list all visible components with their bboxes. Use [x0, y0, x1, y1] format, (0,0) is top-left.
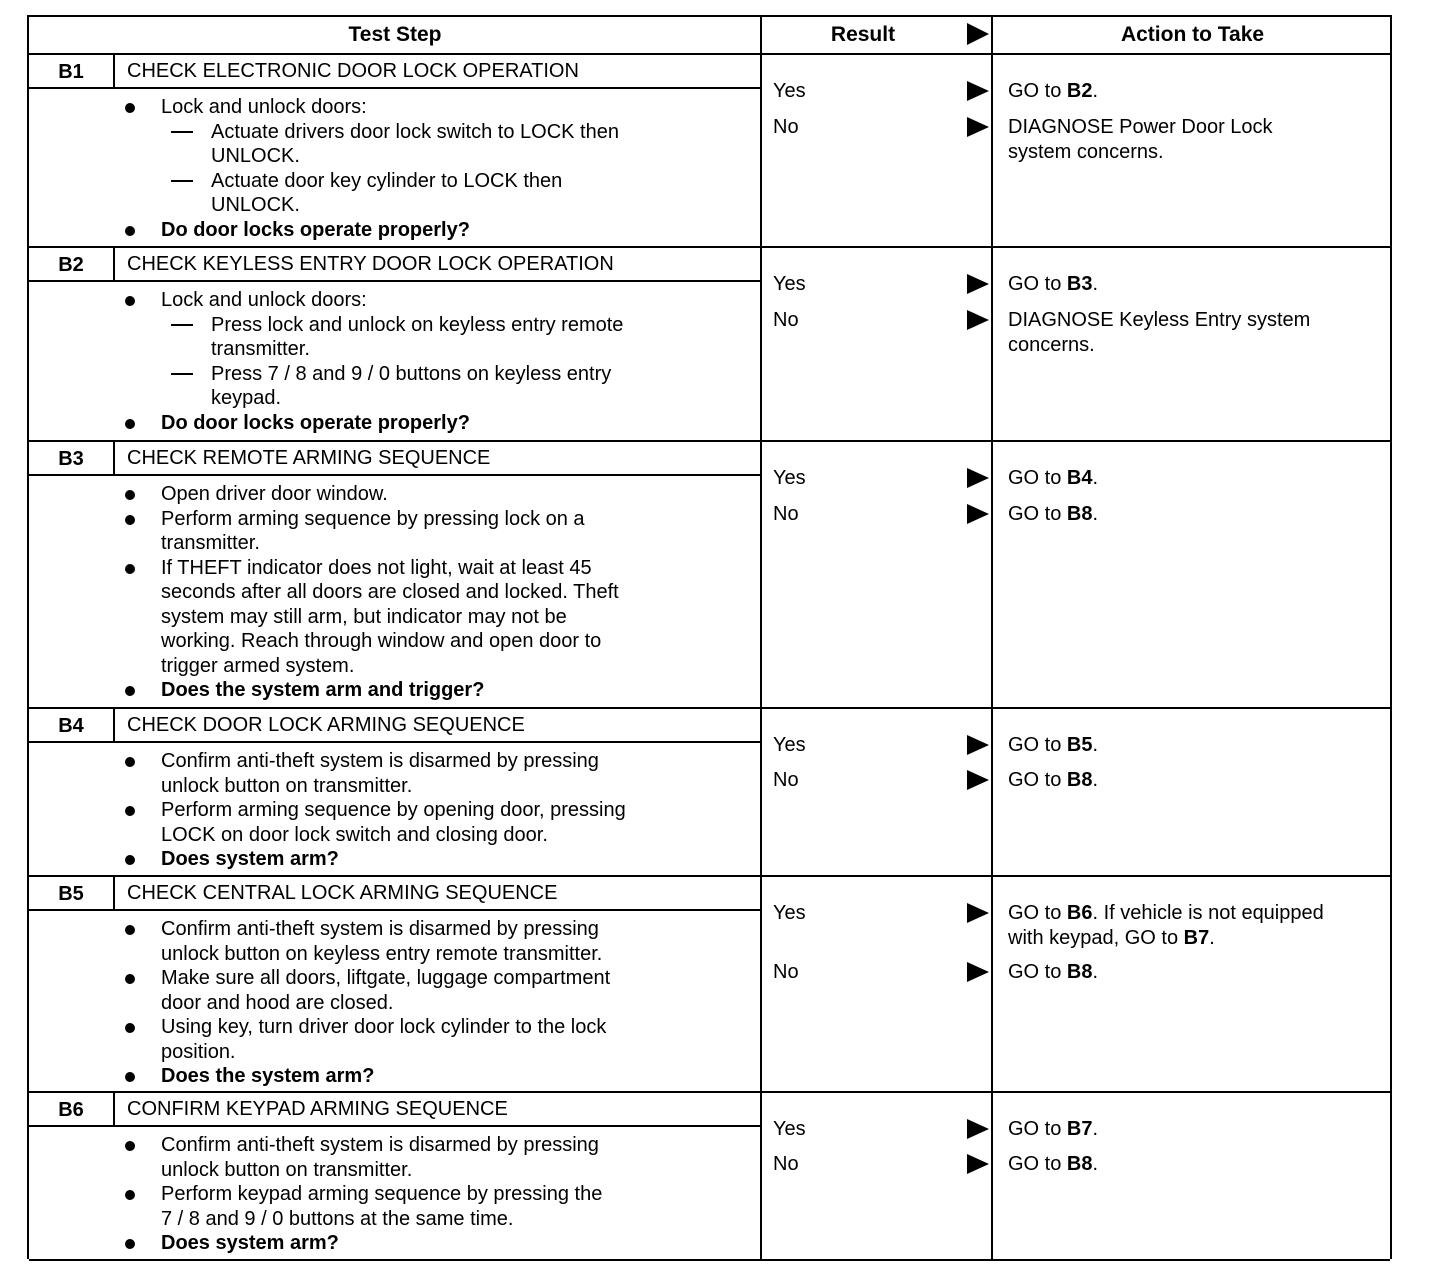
action-line — [1008, 768, 1098, 793]
arrow-right-icon — [967, 310, 989, 330]
action-line — [1008, 272, 1098, 297]
instruction-text: Actuate drivers door lock switch to LOCK then — [211, 120, 619, 143]
step-title-underline-left — [29, 741, 113, 743]
instruction-line — [29, 337, 761, 362]
arrow-right-icon — [967, 903, 989, 923]
step-row — [29, 55, 1390, 248]
arrow-right-icon — [967, 274, 989, 294]
header-arrow-icon — [967, 23, 989, 45]
instruction-text: Open driver door window. — [161, 483, 388, 505]
action-text: . — [1092, 467, 1099, 489]
step-row — [29, 248, 1390, 442]
instruction-line — [29, 218, 761, 243]
instruction-line — [29, 1133, 761, 1158]
instruction-line — [29, 749, 761, 774]
action-line — [1008, 901, 1324, 926]
action-text: GO to — [1008, 734, 1067, 756]
arrow-right-icon — [967, 735, 989, 755]
step-title: CHECK CENTRAL LOCK ARMING SEQUENCE — [113, 877, 761, 911]
result-no: No — [773, 1153, 799, 1175]
action-text: . — [1209, 927, 1215, 949]
instruction-text: Confirm anti-theft system is disarmed by pressing — [161, 750, 599, 772]
row-divider — [29, 1259, 1390, 1261]
action-line — [1008, 733, 1098, 758]
bullet-icon — [125, 515, 135, 525]
bullet-icon — [125, 855, 135, 865]
step-title-underline-left — [29, 1125, 113, 1127]
action-text: . — [1092, 80, 1099, 102]
instruction-text: trigger armed system. — [161, 654, 355, 677]
bullet-icon — [125, 757, 135, 767]
result-yes: Yes — [773, 902, 806, 924]
action-line — [1008, 333, 1310, 358]
step-reference: B6 — [1066, 902, 1093, 924]
instruction-text: unlock button on transmitter. — [161, 1158, 413, 1181]
dash-icon — [171, 180, 193, 182]
action-line — [1008, 502, 1098, 527]
bullet-icon — [125, 564, 135, 574]
action-to-take — [1008, 1152, 1098, 1177]
dash-icon — [171, 373, 193, 375]
instruction-text: Lock and unlock doors: — [161, 289, 367, 311]
instruction-line — [29, 386, 761, 411]
instruction-text: Confirm anti-theft system is disarmed by pressing — [161, 1134, 599, 1156]
action-text: GO to — [1008, 1118, 1067, 1140]
instruction-line — [29, 288, 761, 313]
action-text: . — [1092, 961, 1099, 983]
instruction-text: Lock and unlock doors: — [161, 96, 367, 118]
instruction-text: Does the system arm? — [161, 1065, 375, 1087]
action-line — [1008, 140, 1273, 165]
action-text: . — [1092, 503, 1099, 525]
row-divider — [29, 875, 1390, 877]
action-text: GO to — [1008, 467, 1067, 489]
bullet-icon — [125, 226, 135, 236]
action-text: GO to — [1008, 1153, 1067, 1175]
instruction-line — [29, 531, 761, 556]
instruction-text: seconds after all doors are closed and locked. Theft — [161, 581, 619, 603]
bullet-icon — [125, 490, 135, 500]
result-yes: Yes — [773, 467, 806, 489]
result-yes: Yes — [773, 80, 806, 102]
action-to-take — [1008, 115, 1273, 165]
instruction-text: 7 / 8 and 9 / 0 buttons at the same time. — [161, 1207, 514, 1230]
bullet-icon — [125, 103, 135, 113]
instruction-line — [29, 1231, 761, 1256]
bullet-icon — [125, 925, 135, 935]
result-yes: Yes — [773, 1118, 806, 1140]
action-line — [1008, 926, 1324, 951]
action-text: DIAGNOSE Keyless Entry system — [1008, 309, 1311, 331]
action-text: GO to — [1008, 902, 1067, 924]
instruction-text: Do door locks operate properly? — [161, 218, 470, 241]
instruction-text: UNLOCK. — [211, 194, 300, 216]
instruction-line — [29, 580, 761, 605]
instruction-line — [29, 798, 761, 823]
action-text: . — [1092, 769, 1099, 791]
bullet-icon — [125, 1190, 135, 1200]
arrow-right-icon — [967, 962, 989, 982]
bullet-icon — [125, 296, 135, 306]
instruction-line — [29, 917, 761, 942]
action-text: GO to — [1008, 503, 1067, 525]
instruction-line — [29, 313, 761, 338]
step-id: B2 — [58, 254, 84, 276]
dash-icon — [171, 324, 193, 326]
instruction-line — [29, 1182, 761, 1207]
step-title-underline-left — [29, 87, 113, 89]
instruction-text: LOCK on door lock switch and closing door. — [161, 823, 548, 846]
action-text: concerns. — [1008, 334, 1095, 356]
instruction-line — [29, 1040, 761, 1065]
action-to-take — [1008, 79, 1098, 104]
instruction-text: Does system arm? — [161, 1232, 339, 1254]
bullet-icon — [125, 686, 135, 696]
step-instructions — [29, 917, 761, 1089]
bullet-icon — [125, 419, 135, 429]
instruction-text: Perform arming sequence by pressing lock on a — [161, 507, 585, 530]
action-line — [1008, 466, 1098, 491]
action-text: . If vehicle is not equipped — [1092, 902, 1324, 924]
instruction-text: Press 7 / 8 and 9 / 0 buttons on keyless entry — [211, 362, 612, 385]
step-reference: B7 — [1183, 927, 1210, 949]
step-title-underline-left — [29, 474, 113, 476]
row-divider — [29, 707, 1390, 709]
result-no: No — [773, 769, 799, 791]
action-line — [1008, 1152, 1098, 1177]
action-to-take — [1008, 960, 1098, 985]
step-instructions — [29, 288, 761, 435]
instruction-line — [29, 1015, 761, 1040]
result-no: No — [773, 309, 799, 331]
instruction-text: Confirm anti-theft system is disarmed by pressing — [161, 918, 599, 940]
step-id: B4 — [58, 715, 84, 737]
step-reference: B5 — [1066, 734, 1093, 756]
instruction-line — [29, 482, 761, 507]
step-title: CHECK KEYLESS ENTRY DOOR LOCK OPERATION — [113, 248, 761, 282]
instruction-line — [29, 1158, 761, 1183]
instruction-text: Does system arm? — [161, 848, 339, 870]
step-reference: B4 — [1066, 467, 1093, 489]
step-row — [29, 709, 1390, 877]
instruction-line — [29, 507, 761, 532]
instruction-text: door and hood are closed. — [161, 991, 394, 1014]
arrow-right-icon — [967, 117, 989, 137]
result-no: No — [773, 961, 799, 983]
step-row — [29, 1093, 1390, 1261]
step-title: CHECK REMOTE ARMING SEQUENCE — [113, 442, 761, 476]
instruction-line — [29, 362, 761, 387]
action-text: . — [1092, 273, 1099, 295]
instruction-text: If THEFT indicator does not light, wait at least 45 — [161, 556, 592, 579]
step-title-underline-left — [29, 909, 113, 911]
instruction-text: Perform keypad arming sequence by pressing the — [161, 1183, 603, 1205]
step-title: CONFIRM KEYPAD ARMING SEQUENCE — [113, 1093, 761, 1127]
step-reference: B2 — [1066, 80, 1093, 102]
action-to-take — [1008, 901, 1324, 951]
step-reference: B8 — [1066, 503, 1093, 525]
arrow-right-icon — [967, 468, 989, 488]
instruction-line — [29, 847, 761, 872]
action-text: . — [1092, 1153, 1099, 1175]
instruction-line — [29, 654, 761, 679]
step-instructions — [29, 482, 761, 703]
instruction-line — [29, 774, 761, 799]
row-divider — [29, 440, 1390, 442]
step-id: B6 — [58, 1099, 84, 1121]
action-line — [1008, 1117, 1098, 1142]
action-text: GO to — [1008, 769, 1067, 791]
result-no: No — [773, 503, 799, 525]
bullet-icon — [125, 974, 135, 984]
action-text: GO to — [1008, 961, 1067, 983]
diagnostic-table — [27, 15, 1392, 1259]
instruction-text: UNLOCK. — [211, 145, 300, 167]
action-to-take — [1008, 308, 1310, 358]
step-instructions — [29, 749, 761, 872]
action-to-take — [1008, 733, 1098, 758]
instruction-text: unlock button on keyless entry remote transmitter. — [161, 942, 603, 965]
action-line — [1008, 308, 1310, 333]
action-to-take — [1008, 768, 1098, 793]
instruction-text: system may still arm, but indicator may not be — [161, 605, 567, 628]
instruction-line — [29, 1207, 761, 1232]
step-id: B5 — [58, 883, 84, 905]
instruction-text: unlock button on transmitter. — [161, 774, 413, 797]
step-title-underline-left — [29, 280, 113, 282]
step-row — [29, 877, 1390, 1093]
instruction-text: transmitter. — [211, 338, 310, 360]
result-yes: Yes — [773, 734, 806, 756]
step-id: B3 — [58, 448, 84, 470]
arrow-right-icon — [967, 504, 989, 524]
instruction-text: position. — [161, 1040, 236, 1063]
bullet-icon — [125, 1141, 135, 1151]
action-text: GO to — [1008, 80, 1067, 102]
instruction-text: Make sure all doors, liftgate, luggage compartment — [161, 967, 611, 989]
step-reference: B7 — [1066, 1118, 1093, 1140]
step-row — [29, 442, 1390, 709]
step-title: CHECK DOOR LOCK ARMING SEQUENCE — [113, 709, 761, 743]
arrow-right-icon — [967, 81, 989, 101]
step-reference: B8 — [1066, 769, 1093, 791]
header-result: Result — [830, 23, 896, 46]
bullet-icon — [125, 1239, 135, 1249]
step-reference: B3 — [1066, 273, 1093, 295]
bullet-icon — [125, 806, 135, 816]
result-no: No — [773, 116, 799, 138]
instruction-line — [29, 169, 761, 194]
action-to-take — [1008, 272, 1098, 297]
instruction-line — [29, 556, 761, 581]
instruction-line — [29, 95, 761, 120]
arrow-right-icon — [967, 1154, 989, 1174]
header-test-step: Test Step — [348, 23, 442, 46]
action-to-take — [1008, 502, 1098, 527]
instruction-text: Perform arming sequence by opening door, pressing — [161, 799, 626, 821]
instruction-text: Does the system arm and trigger? — [161, 679, 485, 701]
action-text: GO to — [1008, 273, 1067, 295]
instruction-line — [29, 605, 761, 630]
instruction-line — [29, 823, 761, 848]
instruction-text: transmitter. — [161, 532, 260, 554]
action-to-take — [1008, 466, 1098, 491]
instruction-line — [29, 1064, 761, 1089]
arrow-right-icon — [967, 1119, 989, 1139]
action-text: . — [1092, 1118, 1099, 1140]
instruction-line — [29, 678, 761, 703]
step-reference: B8 — [1066, 1153, 1093, 1175]
step-instructions — [29, 1133, 761, 1256]
action-text: with keypad, GO to — [1008, 927, 1184, 949]
bullet-icon — [125, 1023, 135, 1033]
action-line — [1008, 115, 1273, 140]
instruction-text: Using key, turn driver door lock cylinder to the lock — [161, 1016, 607, 1038]
instruction-line — [29, 942, 761, 967]
instruction-text: keypad. — [211, 387, 282, 409]
row-divider — [29, 1091, 1390, 1093]
step-instructions — [29, 95, 761, 242]
bullet-icon — [125, 1072, 135, 1082]
row-divider — [29, 246, 1390, 248]
instruction-line — [29, 966, 761, 991]
action-text: system concerns. — [1008, 141, 1164, 163]
step-title: CHECK ELECTRONIC DOOR LOCK OPERATION — [113, 55, 761, 89]
instruction-text: working. Reach through window and open door to — [161, 630, 602, 652]
instruction-line — [29, 193, 761, 218]
step-id: B1 — [58, 61, 84, 83]
action-line — [1008, 960, 1098, 985]
action-line — [1008, 79, 1098, 104]
instruction-text: Actuate door key cylinder to LOCK then — [211, 169, 563, 192]
action-text: DIAGNOSE Power Door Lock — [1008, 116, 1273, 138]
instruction-line — [29, 120, 761, 145]
arrow-right-icon — [967, 770, 989, 790]
instruction-text: Press lock and unlock on keyless entry remote — [211, 313, 624, 336]
action-text: . — [1092, 734, 1099, 756]
step-reference: B8 — [1066, 961, 1093, 983]
instruction-line — [29, 629, 761, 654]
result-yes: Yes — [773, 273, 806, 295]
dash-icon — [171, 131, 193, 133]
instruction-line — [29, 991, 761, 1016]
action-to-take — [1008, 1117, 1098, 1142]
instruction-line — [29, 411, 761, 436]
header-action: Action to Take — [1120, 23, 1265, 46]
instruction-text: Do door locks operate properly? — [161, 411, 470, 434]
instruction-line — [29, 144, 761, 169]
